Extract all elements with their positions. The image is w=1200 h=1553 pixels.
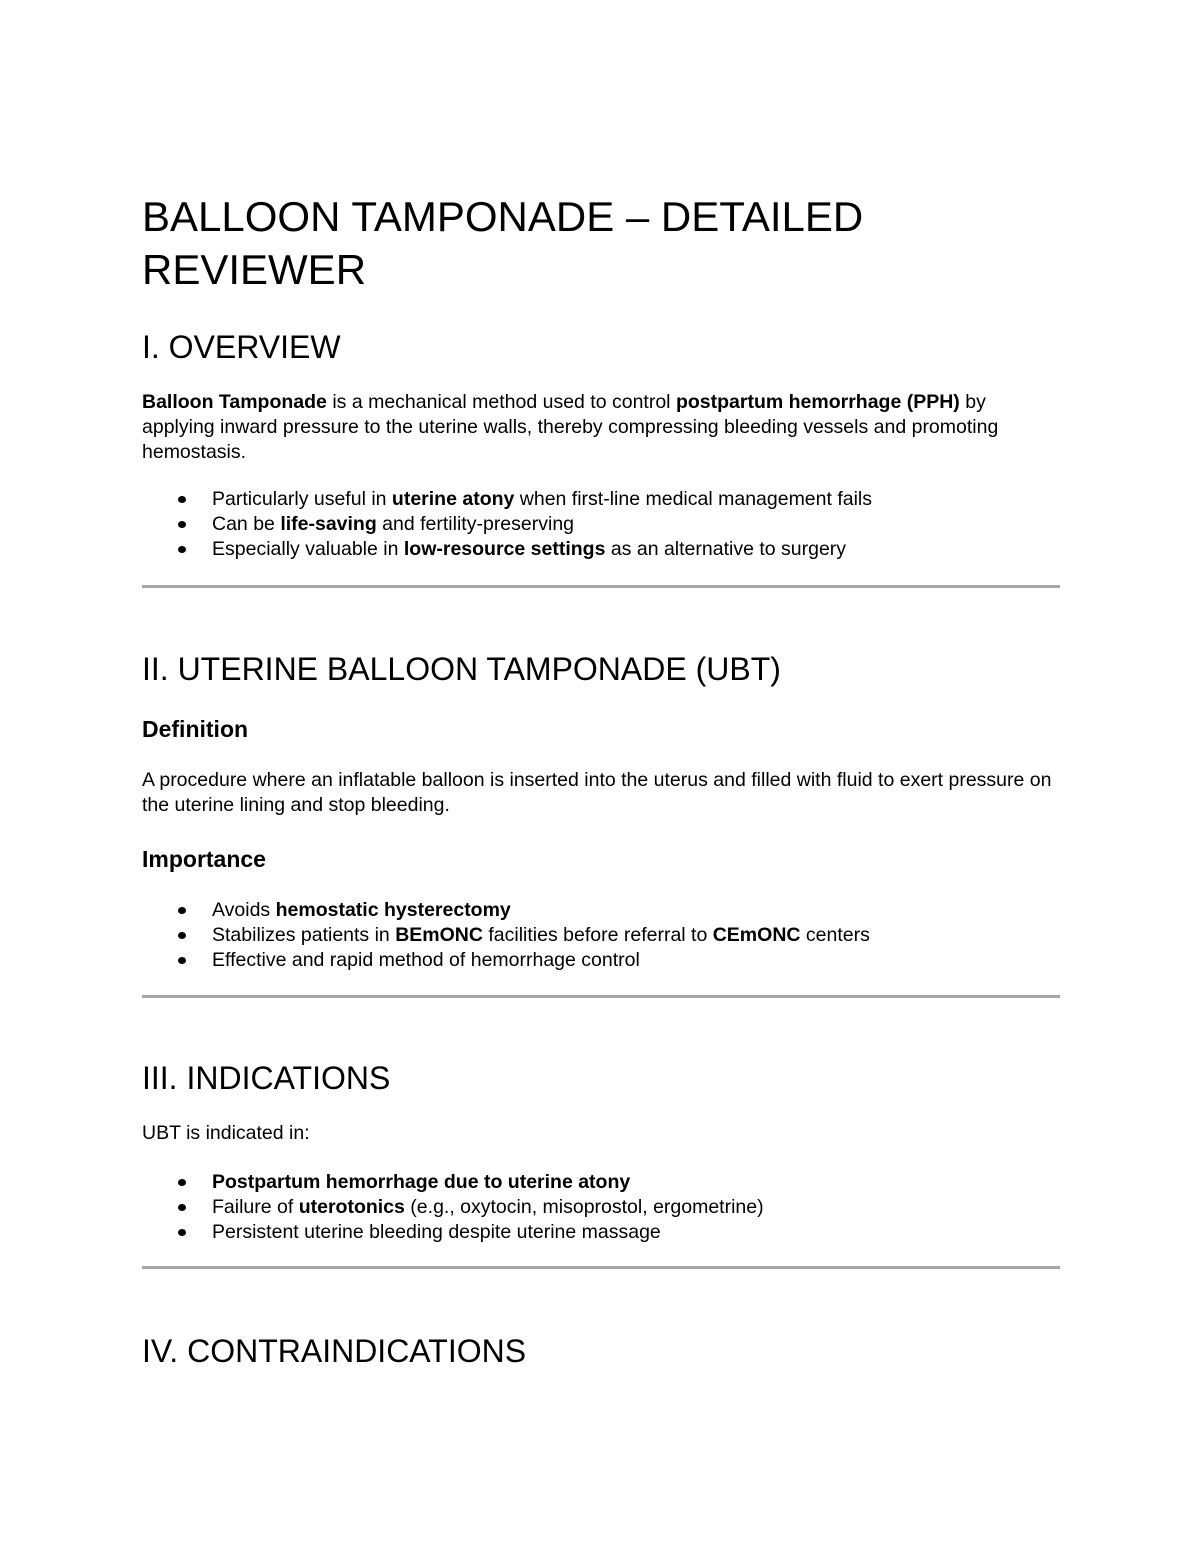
section-divider (142, 1266, 1060, 1269)
text-run: by applying inward pressure to the uterine walls, thereby compressing bleeding vessels and promoting hemostasis. (142, 391, 999, 463)
text-run: Can be (212, 513, 281, 535)
definition-heading: Definition (142, 716, 249, 742)
overview-bullet-list (142, 487, 872, 562)
text-run: centers (800, 924, 870, 946)
list-item (142, 537, 872, 562)
bullet-icon (178, 1229, 186, 1236)
text-run: as an alternative to surgery (605, 538, 847, 560)
bold-term: Postpartum hemorrhage due to uterine atony (212, 1171, 631, 1193)
importance-heading: Importance (142, 846, 266, 872)
bullet-icon (178, 932, 186, 939)
section-divider (142, 585, 1060, 588)
overview-paragraph (142, 390, 1060, 465)
bullet-icon (178, 496, 186, 503)
bullet-icon (178, 1179, 186, 1186)
list-item (142, 898, 870, 923)
bold-term: CEmONC (712, 924, 801, 946)
bullet-icon (178, 907, 186, 914)
text-run: Avoids (212, 899, 276, 921)
indications-heading: III. INDICATIONS (142, 1060, 391, 1096)
list-item (142, 1170, 764, 1195)
list-item (142, 1195, 764, 1220)
bold-term: uterotonics (298, 1196, 405, 1218)
bold-term: uterine atony (391, 488, 515, 510)
bold-term: low-resource settings (403, 538, 606, 560)
bold-term: hemostatic hysterectomy (275, 899, 511, 921)
bold-term: Balloon Tamponade (142, 391, 327, 413)
list-item (142, 948, 870, 973)
bold-term: life-saving (280, 513, 377, 535)
text-run: is a mechanical method used to control (326, 391, 676, 413)
text-run: Stabilizes patients in (212, 924, 396, 946)
indications-intro: UBT is indicated in: (142, 1122, 310, 1144)
text-run: facilities before referral to (482, 924, 713, 946)
text-run: Particularly useful in (212, 488, 392, 510)
importance-bullet-list (142, 898, 870, 973)
indications-bullet-list (142, 1170, 764, 1245)
text-run: Effective and rapid method of hemorrhage control (212, 949, 640, 971)
section-divider (142, 995, 1060, 998)
list-item (142, 512, 872, 537)
text-run: Especially valuable in (212, 538, 404, 560)
text-run: Persistent uterine bleeding despite uterine massage (212, 1221, 661, 1243)
overview-heading: I. OVERVIEW (142, 329, 341, 365)
bullet-icon (178, 957, 186, 964)
list-item (142, 923, 870, 948)
bullet-icon (178, 1204, 186, 1211)
bold-term: BEmONC (395, 924, 483, 946)
bullet-icon (178, 521, 186, 528)
ubt-heading: II. UTERINE BALLOON TAMPONADE (UBT) (142, 651, 781, 687)
list-item (142, 487, 872, 512)
contraindications-heading: IV. CONTRAINDICATIONS (142, 1333, 527, 1369)
list-item (142, 1220, 764, 1245)
bold-term: postpartum hemorrhage (PPH) (675, 391, 960, 413)
definition-paragraph: A procedure where an inflatable balloon is inserted into the uterus and filled with fluid to exert pressure on the uterine lining and stop bleeding. (142, 769, 1052, 816)
text-run: (e.g., oxytocin, misoprostol, ergometrine) (404, 1196, 764, 1218)
text-run: and fertility-preserving (376, 513, 575, 535)
bullet-icon (178, 546, 186, 553)
text-run: Failure of (212, 1196, 299, 1218)
text-run: when first-line medical management fails (514, 488, 873, 510)
document-title: BALLOON TAMPONADE – DETAILED REVIEWER (142, 193, 864, 293)
